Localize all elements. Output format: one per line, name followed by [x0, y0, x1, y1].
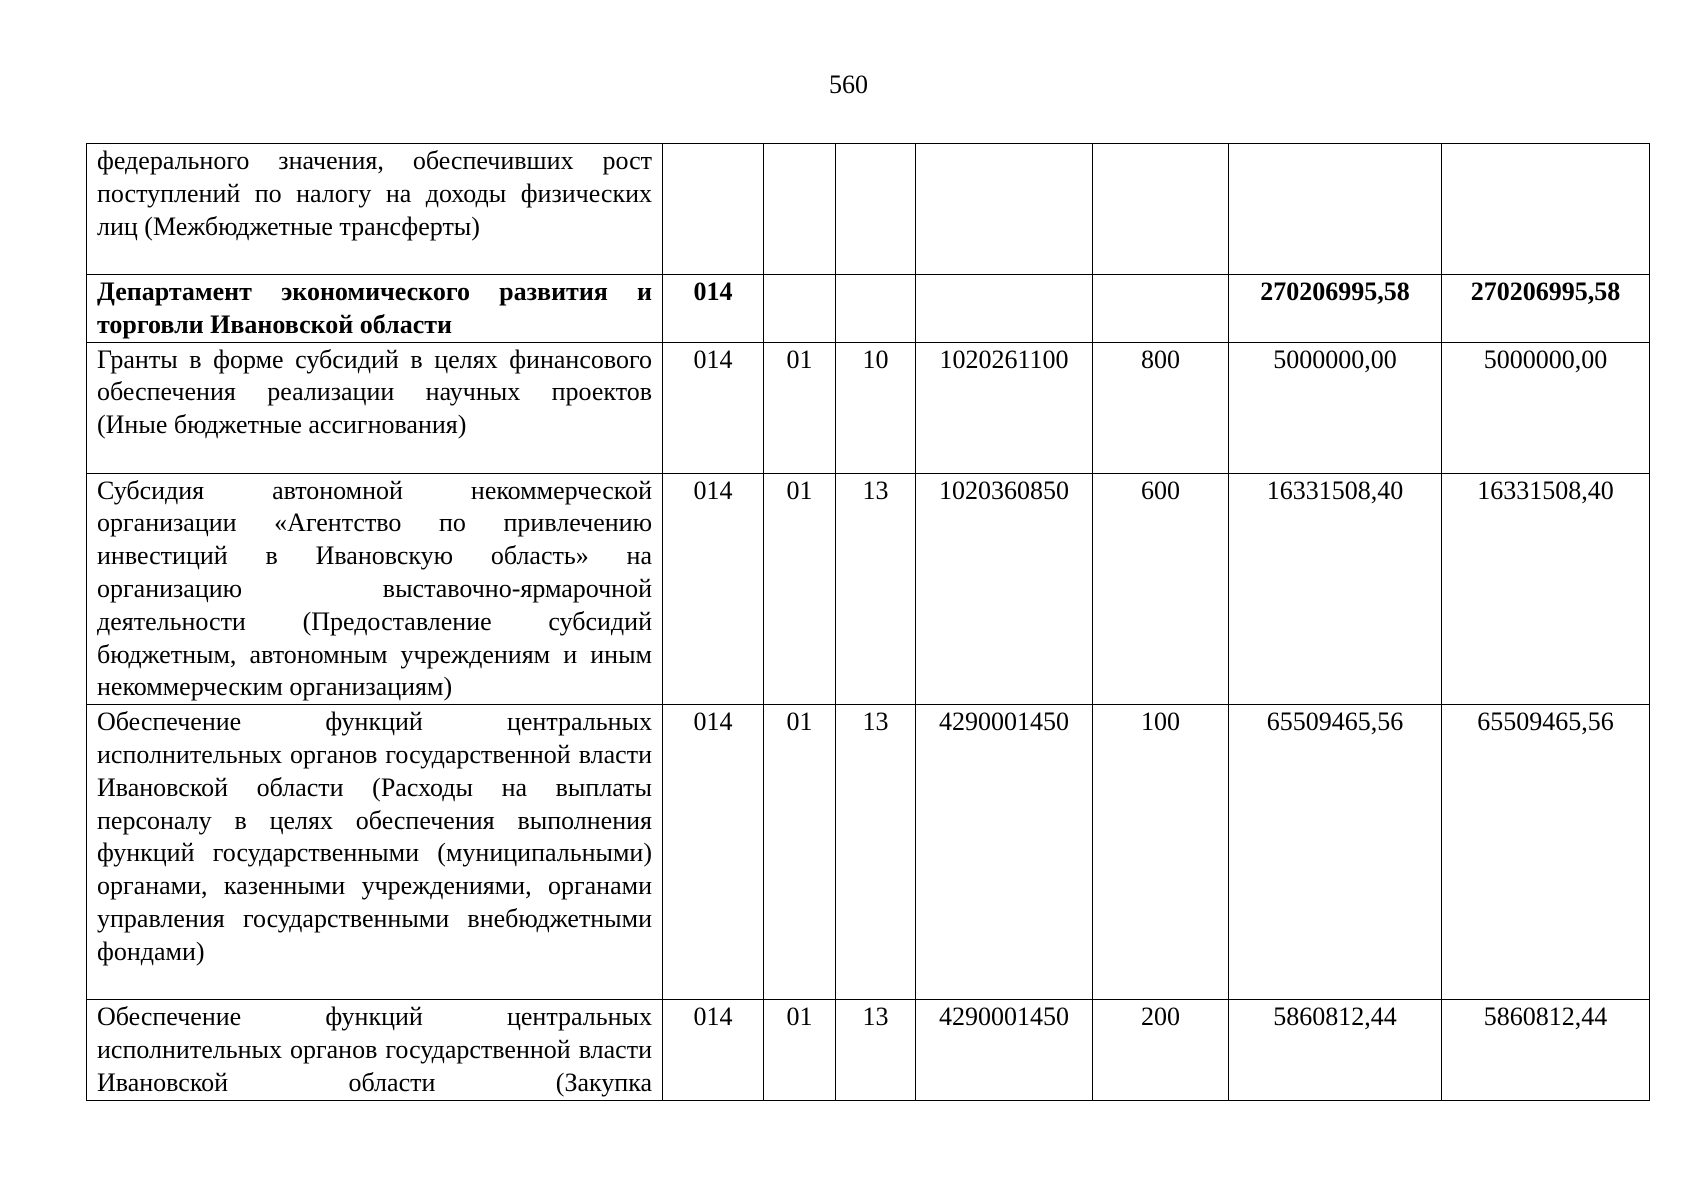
row-section: 01	[764, 473, 836, 705]
row-target: 4290001450	[916, 1000, 1093, 1100]
table-row	[87, 473, 1650, 705]
row-target: 1020261100	[916, 342, 1093, 473]
row-sum-1: 65509465,56	[1229, 705, 1442, 1000]
row-sum-1: 5860812,44	[1229, 1000, 1442, 1100]
row-sum-2: 5860812,44	[1442, 1000, 1650, 1100]
page-number: 560	[829, 70, 868, 99]
row-description: федерального значения, обеспечивших рост поступлений по налогу на доходы физических лиц (Межбюджетные трансферты)	[87, 144, 663, 275]
row-type: 800	[1093, 342, 1229, 473]
row-sum-2	[1442, 144, 1650, 275]
row-description: Обеспечение функций центральных исполнительных органов государственной власти Ивановской области (Закупка	[87, 1000, 663, 1100]
row-code: 014	[663, 705, 764, 1000]
row-sum-2: 5000000,00	[1442, 342, 1650, 473]
row-description: Гранты в форме субсидий в целях финансового обеспечения реализации научных проектов (Иные бюджетные ассигнования)	[87, 342, 663, 473]
table-row	[87, 705, 1650, 1000]
row-type	[1093, 275, 1229, 343]
table-row	[87, 275, 1650, 343]
row-target	[916, 144, 1093, 275]
row-description: Субсидия автономной некоммерческой организации «Агентство по привлечению инвестиций в Ивановскую область» на организацию выставочно-ярмарочной деятельности (Предоставление субсидий бюджетным, автономным учреждениям и иным некоммерческим организациям)	[87, 473, 663, 705]
row-code	[663, 144, 764, 275]
row-code: 014	[663, 342, 764, 473]
row-subsection: 10	[836, 342, 916, 473]
row-subsection	[836, 275, 916, 343]
row-type	[1093, 144, 1229, 275]
table-row	[87, 342, 1650, 473]
row-sum-1: 16331508,40	[1229, 473, 1442, 705]
row-subsection: 13	[836, 1000, 916, 1100]
row-subsection	[836, 144, 916, 275]
row-sum-2: 65509465,56	[1442, 705, 1650, 1000]
row-description: Обеспечение функций центральных исполнительных органов государственной власти Ивановской области (Расходы на выплаты персоналу в целях обеспечения выполнения функций государственными (муниципальными) органами, казенными учреждениями, органами управления государственными внебюджетными фондами)	[87, 705, 663, 1000]
row-section: 01	[764, 342, 836, 473]
row-code: 014	[663, 275, 764, 343]
budget-table	[86, 143, 1650, 1101]
row-section: 01	[764, 705, 836, 1000]
row-code: 014	[663, 473, 764, 705]
row-subsection: 13	[836, 473, 916, 705]
row-sum-1	[1229, 144, 1442, 275]
row-sum-1: 270206995,58	[1229, 275, 1442, 343]
row-section: 01	[764, 1000, 836, 1100]
row-description: Департамент экономического развития и торговли Ивановской области	[87, 275, 663, 343]
row-target: 1020360850	[916, 473, 1093, 705]
row-target	[916, 275, 1093, 343]
row-sum-2: 16331508,40	[1442, 473, 1650, 705]
table-row	[87, 144, 1650, 275]
row-section	[764, 275, 836, 343]
row-sum-1: 5000000,00	[1229, 342, 1442, 473]
row-section	[764, 144, 836, 275]
row-sum-2: 270206995,58	[1442, 275, 1650, 343]
row-target: 4290001450	[916, 705, 1093, 1000]
row-subsection: 13	[836, 705, 916, 1000]
row-type: 100	[1093, 705, 1229, 1000]
row-type: 600	[1093, 473, 1229, 705]
table-row	[87, 1000, 1650, 1100]
row-code: 014	[663, 1000, 764, 1100]
row-type: 200	[1093, 1000, 1229, 1100]
